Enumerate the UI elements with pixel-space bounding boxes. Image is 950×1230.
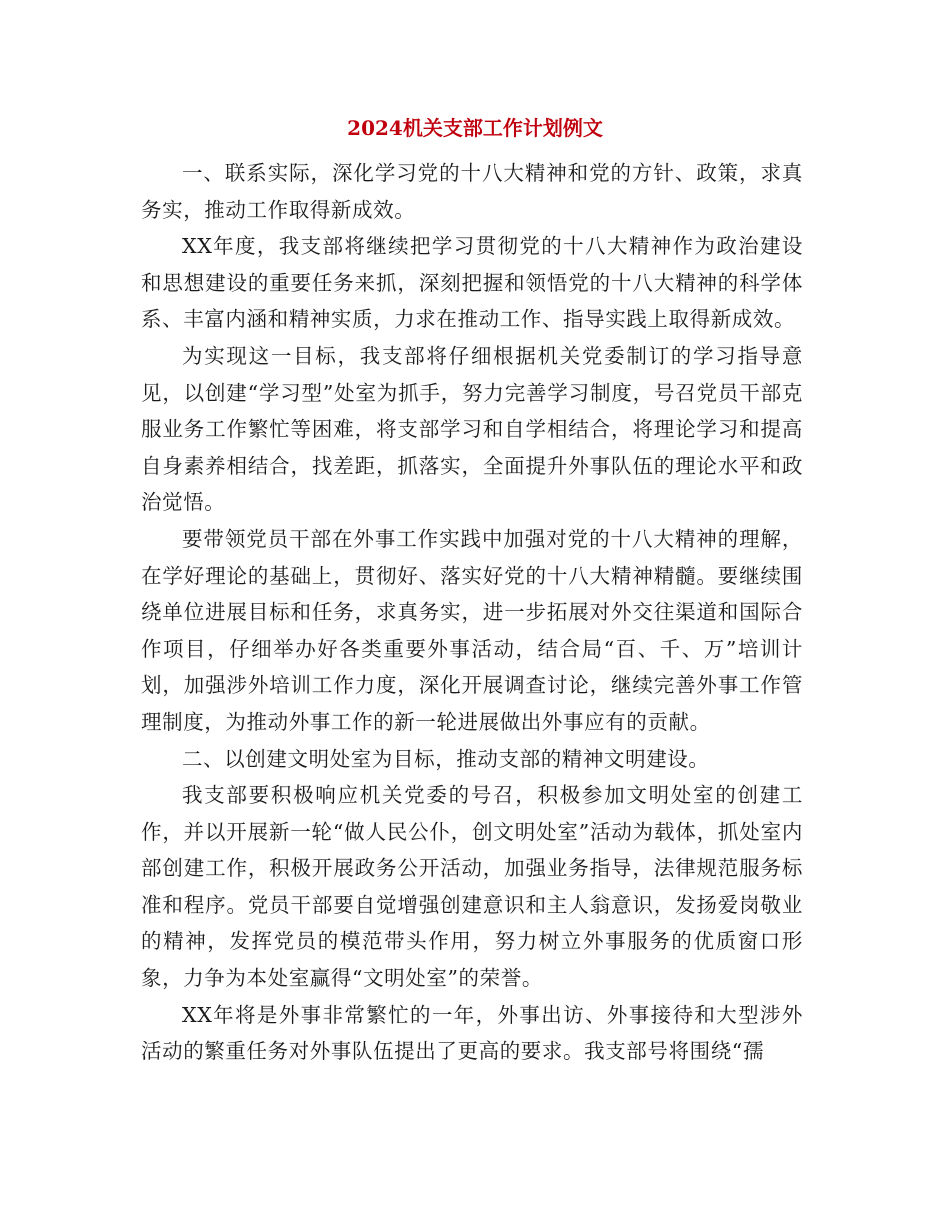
document-body bbox=[141, 155, 803, 1070]
paragraph-2: XX年度，我支部将继续把学习贯彻党的十八大精神作为政治建设和思想建设的重要任务来抓，深刻把握和领悟党的十八大精神的科学体系、丰富内涵和精神实质，力求在推动工作、指导实践上取得新成效。 bbox=[141, 234, 803, 332]
paragraph-4: 要带领党员干部在外事工作实践中加强对党的十八大精神的理解，在学好理论的基础上，贯彻好、落实好党的十八大精神精髓。要继续围绕单位进展目标和任务，求真务实，进一步拓展对外交往渠道和国际合作项目，仔细举办好各类重要外事活动，结合局“百、千、万”培训计划，加强涉外培训工作力度，深化开展调查讨论，继续完善外事工作管理制度，为推动外事工作的新一轮进展做出外事应有的贡献。 bbox=[141, 526, 803, 734]
document-title: 2024机关支部工作计划例文 bbox=[347, 116, 603, 140]
paragraph-1: 一、联系实际，深化学习党的十八大精神和党的方针、政策，求真务实，推动工作取得新成效。 bbox=[141, 161, 803, 222]
paragraph-3: 为实现这一目标，我支部将仔细根据机关党委制订的学习指导意见，以创建“学习型”处室为抓手，努力完善学习制度，号召党员干部克服业务工作繁忙等困难，将支部学习和自学相结合，将理论学习和提高自身素养相结合，找差距，抓落实，全面提升外事队伍的理论水平和政治觉悟。 bbox=[141, 343, 803, 515]
paragraph-6: 我支部要积极响应机关党委的号召，积极参加文明处室的创建工作，并以开展新一轮“做人民公仆，创文明处室”活动为载体，抓处室内部创建工作，积极开展政务公开活动，加强业务指导，法律规范服务标准和程序。党员干部要自觉增强创建意识和主人翁意识，发扬爱岗敬业的精神，发挥党员的模范带头作用，努力树立外事服务的优质窗口形象，力争为本处室赢得“文明处室”的荣誉。 bbox=[141, 783, 803, 991]
section-heading-2: 二、以创建文明处室为目标，推动支部的精神文明建设。 bbox=[182, 746, 710, 771]
paragraph-7: XX年将是外事非常繁忙的一年，外事出访、外事接待和大型涉外活动的繁重任务对外事队伍提出了更高的要求。我支部号将围绕“孺 bbox=[141, 1002, 803, 1064]
